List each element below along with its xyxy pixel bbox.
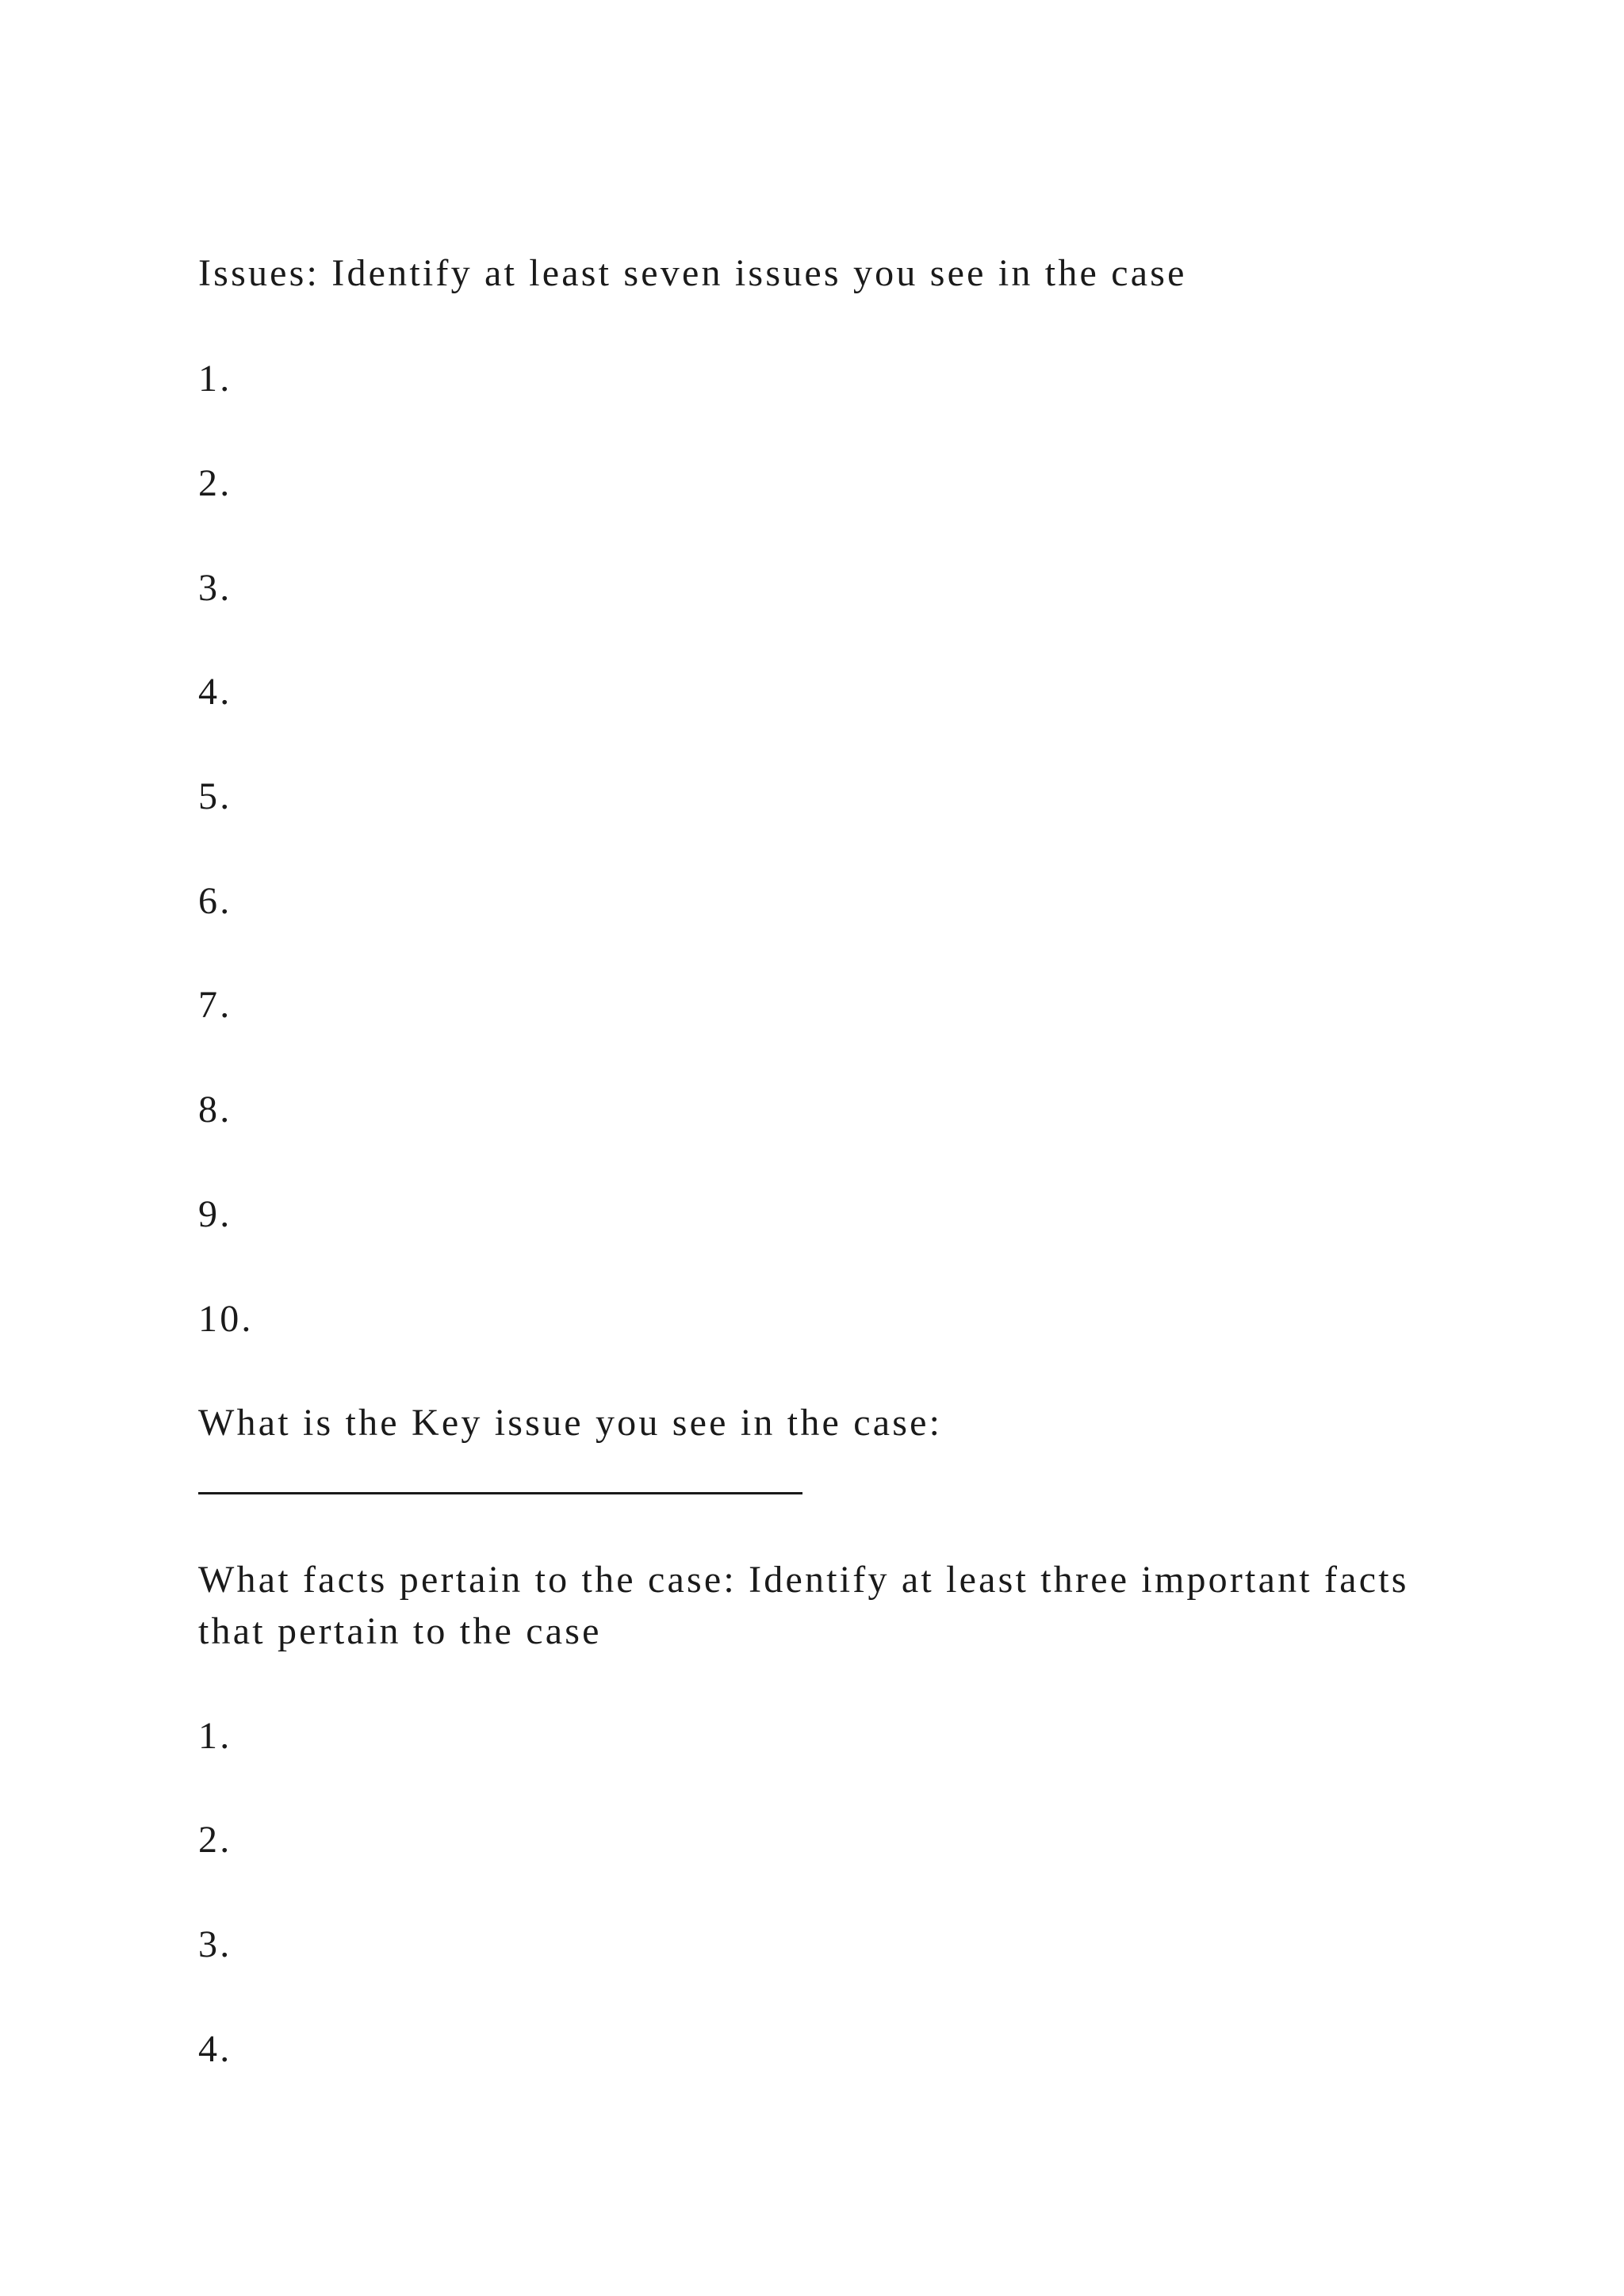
fact-item-number: 3. bbox=[198, 1923, 232, 1965]
issue-item-number: 1. bbox=[198, 358, 232, 400]
fact-item-number: 4. bbox=[198, 2028, 232, 2070]
issue-item-number: 3. bbox=[198, 567, 232, 609]
issue-item-number: 6. bbox=[198, 880, 232, 922]
key-issue-answer-line bbox=[198, 1492, 802, 1494]
fact-item-number: 1. bbox=[198, 1715, 232, 1757]
fact-item-number: 2. bbox=[198, 1819, 232, 1861]
key-issue-question: What is the Key issue you see in the case: bbox=[198, 1402, 943, 1444]
issues-heading: Issues: Identify at least seven issues you see in the case bbox=[198, 252, 1187, 294]
issue-item-number: 7. bbox=[198, 984, 232, 1026]
issue-item-number: 8. bbox=[198, 1089, 232, 1131]
facts-question: What facts pertain to the case: Identify at least three important facts that pertain to the case bbox=[198, 1559, 1409, 1652]
issue-item-number: 9. bbox=[198, 1193, 232, 1235]
issue-item-number: 10. bbox=[198, 1298, 254, 1340]
issue-item-number: 2. bbox=[198, 462, 232, 504]
issue-item-number: 4. bbox=[198, 671, 232, 713]
issue-item-number: 5. bbox=[198, 775, 232, 817]
